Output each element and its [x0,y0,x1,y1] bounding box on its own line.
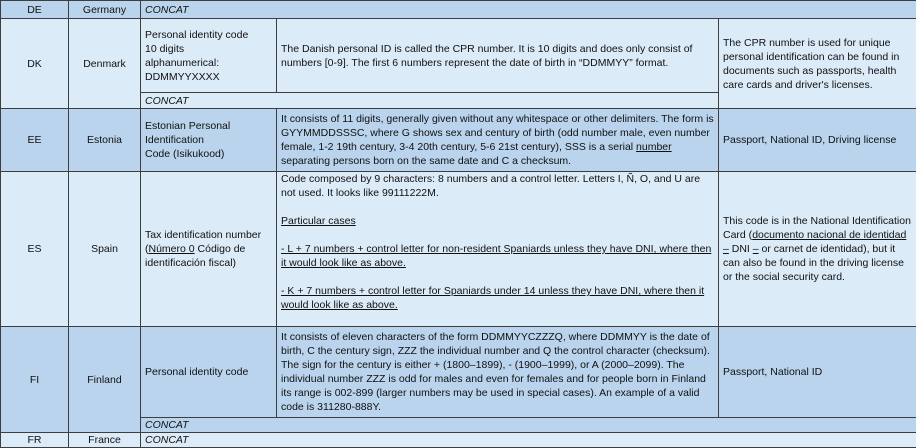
documents-text: DNI [729,243,753,255]
table-row-ee [1,109,916,172]
country-name-cell: Finland [69,327,141,433]
country-code-cell: ES [1,172,69,327]
id-name-line: Code (Isikukood) [145,147,272,161]
table-row-de [1,1,916,19]
id-name-line: 10 digits [145,42,272,56]
id-name-cell: Personal identity code [141,327,277,418]
particular-case-item: - K + 7 numbers + control letter for Spaniards under 14 unless they have DNI, where then it would look like as above. [281,284,714,312]
country-name-cell: Denmark [69,19,141,109]
country-code-cell: FR [1,433,69,448]
concat-cell: CONCAT [141,93,719,109]
id-name-cell [141,109,277,172]
documents-link[interactable]: – [753,243,759,255]
country-name-cell: Estonia [69,109,141,172]
documents-cell: Passport, National ID, Driving license [719,109,916,172]
format-cell: It consists of eleven characters of the form DDMMYYCZZZQ, where DDMMYY is the date of birth, C the century sign, ZZZ the individual number and Q the control character (checksum). The sign for the century is either + (1800–1899), - (1900–1999), or A (2000–2099). The individual number ZZZ is odd for males and even for females and for people born in Finland its range is 002-899 (larger numbers may be used in special cases). An example of a valid code is 311280-888Y. [277,327,719,418]
country-name-cell: Germany [69,1,141,19]
country-code-cell: DE [1,1,69,19]
format-text: separating persons born on the same date and C a checksum. [281,155,571,167]
concat-cell: CONCAT [141,1,916,19]
documents-cell: The CPR number is used for unique personal identification can be found in documents such as passports, health care cards and driver's licenses. [719,19,916,109]
id-name-text: Tax identification number ( [145,229,261,255]
documents-cell: Passport, National ID [719,327,916,418]
concat-cell: CONCAT [141,418,916,433]
country-code-cell: EE [1,109,69,172]
id-name-text: Código de identificación fiscal) [145,243,245,269]
format-text: Code composed by 9 characters: 8 numbers and a control letter. Letters I, Ñ, O, and U are not used. It looks like 99111222M. [281,172,714,200]
table-row-dk [1,19,916,93]
table-row-fr [1,433,916,448]
id-name-line: Personal identity code [145,28,272,42]
documents-text: This code is in the National Identification Card ( [723,215,911,241]
particular-cases-heading: Particular cases [281,214,714,228]
id-name-line: Estonian Personal [145,119,272,133]
format-cell: The Danish personal ID is called the CPR number. It is 10 digits and does only consist of numbers [0-9]. The first 6 numbers represent the date of birth in “DDMMYY” format. [277,19,719,93]
country-code-cell: DK [1,19,69,109]
table-row-es [1,172,916,327]
documents-cell [719,172,916,327]
format-link[interactable]: number [636,141,672,153]
documents-link[interactable]: documento nacional de identidad – [723,229,906,255]
country-name-cell: France [69,433,141,448]
id-name-link[interactable]: Número 0 [149,243,195,255]
id-name-cell [141,19,277,93]
id-name-line: Identification [145,133,272,147]
concat-cell: CONCAT [141,433,916,448]
country-code-cell: FI [1,327,69,433]
table-row-fi [1,327,916,418]
id-name-cell [141,172,277,327]
documents-text: or carnet de identidad), but it can also be found in the driving license or the social security card. [723,243,904,283]
id-name-line: DDMMYYXXXX [145,70,272,84]
id-name-line: alphanumerical: [145,56,272,70]
particular-case-item: - L + 7 numbers + control letter for non-resident Spaniards unless they have DNI, where then it would look like as above. [281,242,714,270]
format-cell [277,172,719,327]
format-text: It consists of 11 digits, generally given without any whitespace or other delimiters. The form is GYYMMDDSSSC, where G shows sex and century of birth (odd number male, even number female, 1-2 19th century, 3-4 20th century, 5-6 21st century), SSS is a serial [281,113,714,153]
country-name-cell: Spain [69,172,141,327]
format-cell [277,109,719,172]
